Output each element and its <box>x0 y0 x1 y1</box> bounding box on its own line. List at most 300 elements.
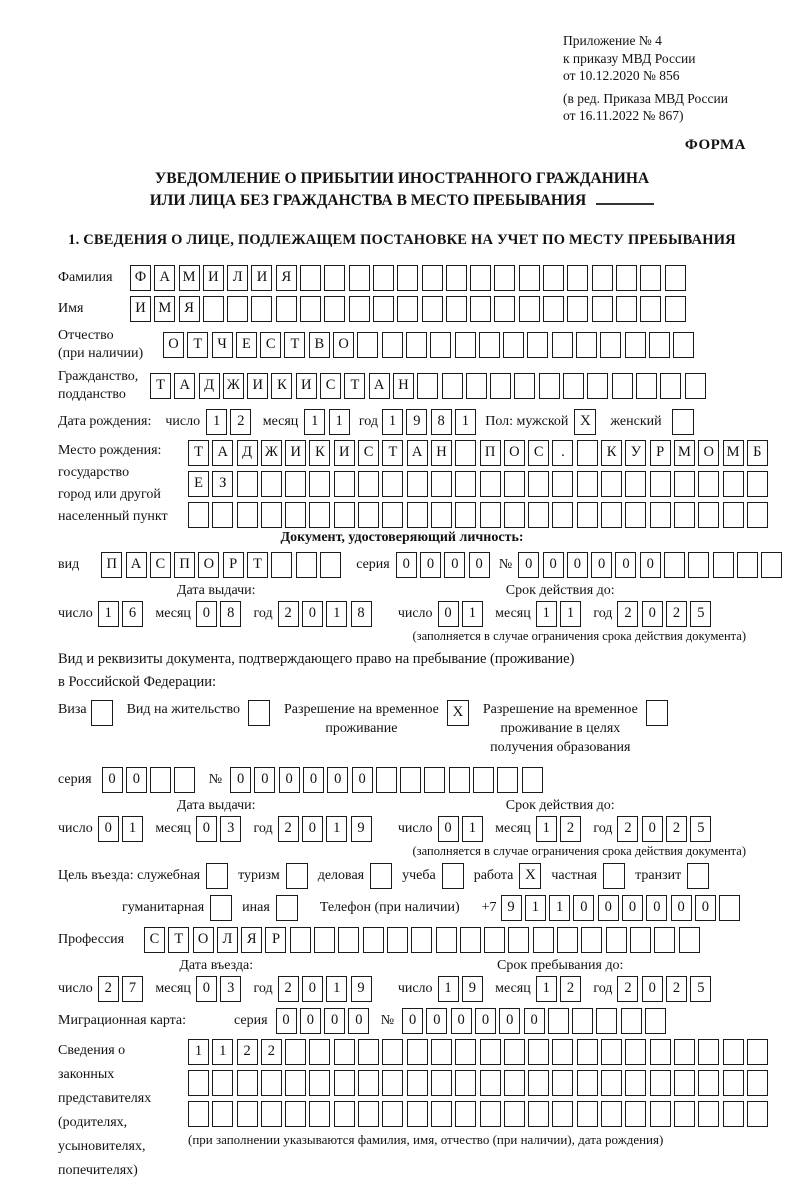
char-box[interactable]: 5 <box>690 976 711 1002</box>
char-box[interactable]: 1 <box>462 601 483 627</box>
char-box[interactable] <box>577 440 598 466</box>
char-box[interactable]: Д <box>237 440 258 466</box>
char-box[interactable] <box>577 471 598 497</box>
char-box[interactable] <box>431 1039 452 1065</box>
char-box[interactable]: И <box>130 296 151 322</box>
char-box[interactable] <box>188 502 209 528</box>
char-box[interactable]: 8 <box>351 601 372 627</box>
char-box[interactable] <box>674 1070 695 1096</box>
char-box[interactable]: 2 <box>560 976 581 1002</box>
char-box[interactable]: 1 <box>329 409 350 435</box>
char-box[interactable] <box>650 1039 671 1065</box>
char-box[interactable] <box>237 502 258 528</box>
char-box[interactable]: 0 <box>573 895 594 921</box>
char-box[interactable] <box>685 373 706 399</box>
char-box[interactable] <box>533 927 554 953</box>
char-box[interactable] <box>455 1039 476 1065</box>
char-box[interactable]: О <box>193 927 214 953</box>
char-box[interactable] <box>431 471 452 497</box>
birthplace-row3-input[interactable] <box>188 502 771 528</box>
char-box[interactable] <box>411 927 432 953</box>
char-box[interactable]: 0 <box>642 976 663 1002</box>
char-box[interactable] <box>357 332 378 358</box>
permit-issue-day-input[interactable] <box>98 816 147 842</box>
char-box[interactable] <box>601 1101 622 1127</box>
char-box[interactable]: 3 <box>220 976 241 1002</box>
char-box[interactable]: 0 <box>640 552 661 578</box>
char-box[interactable] <box>251 296 272 322</box>
char-box[interactable] <box>504 1101 525 1127</box>
char-box[interactable]: 2 <box>617 976 638 1002</box>
char-box[interactable]: Е <box>236 332 257 358</box>
char-box[interactable] <box>528 1070 549 1096</box>
char-box[interactable] <box>665 265 686 291</box>
permit-expiry-year-input[interactable] <box>617 816 714 842</box>
char-box[interactable]: 1 <box>525 895 546 921</box>
char-box[interactable] <box>276 296 297 322</box>
char-box[interactable] <box>455 1101 476 1127</box>
char-box[interactable] <box>528 1101 549 1127</box>
char-box[interactable] <box>664 552 685 578</box>
char-box[interactable] <box>601 502 622 528</box>
char-box[interactable] <box>552 1039 573 1065</box>
sex-male-checkbox[interactable]: X <box>574 409 596 435</box>
char-box[interactable]: 9 <box>406 409 427 435</box>
char-box[interactable] <box>407 1101 428 1127</box>
char-box[interactable]: 9 <box>351 976 372 1002</box>
char-box[interactable]: 2 <box>278 816 299 842</box>
char-box[interactable]: 0 <box>276 1008 297 1034</box>
char-box[interactable]: Ж <box>261 440 282 466</box>
char-box[interactable] <box>358 502 379 528</box>
char-box[interactable]: 0 <box>126 767 147 793</box>
char-box[interactable] <box>636 373 657 399</box>
char-box[interactable]: О <box>198 552 219 578</box>
char-box[interactable]: 2 <box>261 1039 282 1065</box>
char-box[interactable] <box>674 471 695 497</box>
char-box[interactable]: 0 <box>348 1008 369 1034</box>
char-box[interactable] <box>747 1101 768 1127</box>
char-box[interactable] <box>212 502 233 528</box>
char-box[interactable]: Т <box>150 373 171 399</box>
char-box[interactable] <box>373 296 394 322</box>
visa-checkbox[interactable] <box>91 700 113 726</box>
char-box[interactable]: 2 <box>98 976 119 1002</box>
char-box[interactable] <box>407 1039 428 1065</box>
char-box[interactable] <box>723 1070 744 1096</box>
char-box[interactable] <box>625 332 646 358</box>
char-box[interactable]: Т <box>284 332 305 358</box>
char-box[interactable]: 0 <box>451 1008 472 1034</box>
char-box[interactable]: 9 <box>501 895 522 921</box>
char-box[interactable]: 1 <box>560 601 581 627</box>
char-box[interactable] <box>358 1070 379 1096</box>
char-box[interactable]: 0 <box>196 816 217 842</box>
char-box[interactable]: Ж <box>223 373 244 399</box>
permit-expiry-month-input[interactable] <box>536 816 585 842</box>
representatives-row3-input[interactable] <box>188 1101 771 1127</box>
char-box[interactable]: 2 <box>237 1039 258 1065</box>
char-box[interactable]: 3 <box>220 816 241 842</box>
char-box[interactable] <box>572 1008 593 1034</box>
char-box[interactable]: 1 <box>382 409 403 435</box>
char-box[interactable] <box>630 927 651 953</box>
char-box[interactable] <box>698 1101 719 1127</box>
migration-number-input[interactable] <box>402 1008 669 1034</box>
residence-permit-checkbox[interactable] <box>248 700 270 726</box>
char-box[interactable] <box>552 471 573 497</box>
char-box[interactable] <box>698 502 719 528</box>
char-box[interactable] <box>309 1039 330 1065</box>
char-box[interactable]: 0 <box>543 552 564 578</box>
name-input[interactable] <box>130 296 689 322</box>
char-box[interactable]: Т <box>187 332 208 358</box>
char-box[interactable]: 0 <box>438 601 459 627</box>
char-box[interactable] <box>373 265 394 291</box>
char-box[interactable]: И <box>247 373 268 399</box>
char-box[interactable] <box>747 1070 768 1096</box>
char-box[interactable]: 0 <box>303 767 324 793</box>
phone-input[interactable] <box>501 895 744 921</box>
char-box[interactable] <box>723 471 744 497</box>
char-box[interactable]: И <box>285 440 306 466</box>
surname-input[interactable] <box>130 265 689 291</box>
char-box[interactable] <box>484 927 505 953</box>
char-box[interactable] <box>723 1101 744 1127</box>
birthplace-row1-input[interactable] <box>188 440 771 466</box>
char-box[interactable] <box>480 502 501 528</box>
doc-expiry-year-input[interactable] <box>617 601 714 627</box>
char-box[interactable]: Т <box>168 927 189 953</box>
char-box[interactable] <box>650 502 671 528</box>
char-box[interactable] <box>519 265 540 291</box>
char-box[interactable] <box>455 440 476 466</box>
char-box[interactable] <box>422 265 443 291</box>
char-box[interactable] <box>581 927 602 953</box>
char-box[interactable] <box>508 927 529 953</box>
char-box[interactable]: О <box>698 440 719 466</box>
char-box[interactable] <box>334 471 355 497</box>
char-box[interactable]: 8 <box>431 409 452 435</box>
char-box[interactable] <box>503 332 524 358</box>
char-box[interactable] <box>543 296 564 322</box>
char-box[interactable] <box>567 296 588 322</box>
char-box[interactable]: Д <box>199 373 220 399</box>
char-box[interactable] <box>285 1101 306 1127</box>
char-box[interactable] <box>285 1070 306 1096</box>
char-box[interactable] <box>237 1101 258 1127</box>
char-box[interactable]: З <box>212 471 233 497</box>
char-box[interactable] <box>470 296 491 322</box>
char-box[interactable]: С <box>358 440 379 466</box>
char-box[interactable]: 2 <box>617 601 638 627</box>
char-box[interactable]: 0 <box>302 816 323 842</box>
char-box[interactable] <box>455 332 476 358</box>
char-box[interactable] <box>592 296 613 322</box>
char-box[interactable]: А <box>126 552 147 578</box>
char-box[interactable] <box>358 1039 379 1065</box>
purpose-work-checkbox[interactable]: X <box>519 863 541 889</box>
char-box[interactable]: 0 <box>254 767 275 793</box>
char-box[interactable] <box>552 1070 573 1096</box>
char-box[interactable] <box>387 927 408 953</box>
char-box[interactable]: А <box>369 373 390 399</box>
temp-permit-checkbox[interactable]: X <box>447 700 469 726</box>
purpose-humanitarian-checkbox[interactable] <box>210 895 232 921</box>
purpose-private-checkbox[interactable] <box>603 863 625 889</box>
char-box[interactable]: И <box>203 265 224 291</box>
profession-input[interactable] <box>144 927 703 953</box>
char-box[interactable] <box>528 502 549 528</box>
char-box[interactable] <box>285 1039 306 1065</box>
char-box[interactable]: 0 <box>475 1008 496 1034</box>
char-box[interactable] <box>660 373 681 399</box>
char-box[interactable]: 1 <box>438 976 459 1002</box>
char-box[interactable] <box>309 471 330 497</box>
char-box[interactable] <box>612 373 633 399</box>
char-box[interactable]: 0 <box>102 767 123 793</box>
char-box[interactable] <box>497 767 518 793</box>
char-box[interactable]: 1 <box>326 816 347 842</box>
char-box[interactable] <box>174 767 195 793</box>
char-box[interactable]: 5 <box>690 601 711 627</box>
char-box[interactable]: 0 <box>324 1008 345 1034</box>
char-box[interactable] <box>761 552 782 578</box>
char-box[interactable] <box>650 1070 671 1096</box>
char-box[interactable] <box>285 471 306 497</box>
char-box[interactable]: О <box>333 332 354 358</box>
char-box[interactable]: П <box>480 440 501 466</box>
char-box[interactable]: Б <box>747 440 768 466</box>
char-box[interactable] <box>309 502 330 528</box>
char-box[interactable] <box>698 1070 719 1096</box>
entry-year-input[interactable] <box>278 976 375 1002</box>
char-box[interactable]: 1 <box>122 816 143 842</box>
char-box[interactable]: О <box>163 332 184 358</box>
char-box[interactable] <box>188 1101 209 1127</box>
char-box[interactable]: 0 <box>98 816 119 842</box>
char-box[interactable]: 1 <box>549 895 570 921</box>
char-box[interactable] <box>543 265 564 291</box>
char-box[interactable]: 0 <box>695 895 716 921</box>
char-box[interactable]: А <box>212 440 233 466</box>
char-box[interactable]: 0 <box>499 1008 520 1034</box>
char-box[interactable]: 0 <box>622 895 643 921</box>
char-box[interactable] <box>747 502 768 528</box>
char-box[interactable]: 9 <box>351 816 372 842</box>
char-box[interactable] <box>665 296 686 322</box>
char-box[interactable] <box>407 502 428 528</box>
char-box[interactable]: Е <box>188 471 209 497</box>
char-box[interactable] <box>567 265 588 291</box>
stay-month-input[interactable] <box>536 976 585 1002</box>
char-box[interactable] <box>470 265 491 291</box>
stay-day-input[interactable] <box>438 976 487 1002</box>
char-box[interactable]: 0 <box>444 552 465 578</box>
char-box[interactable] <box>455 471 476 497</box>
char-box[interactable] <box>338 927 359 953</box>
char-box[interactable] <box>587 373 608 399</box>
char-box[interactable] <box>261 471 282 497</box>
birth-day-input[interactable] <box>206 409 255 435</box>
char-box[interactable] <box>480 1070 501 1096</box>
char-box[interactable] <box>601 1070 622 1096</box>
char-box[interactable] <box>309 1070 330 1096</box>
char-box[interactable] <box>528 1039 549 1065</box>
char-box[interactable] <box>479 332 500 358</box>
char-box[interactable]: 0 <box>615 552 636 578</box>
char-box[interactable]: С <box>260 332 281 358</box>
representatives-row1-input[interactable] <box>188 1039 771 1065</box>
char-box[interactable] <box>376 767 397 793</box>
char-box[interactable] <box>625 1039 646 1065</box>
char-box[interactable] <box>212 1070 233 1096</box>
char-box[interactable] <box>548 1008 569 1034</box>
representatives-row2-input[interactable] <box>188 1070 771 1096</box>
char-box[interactable] <box>698 471 719 497</box>
char-box[interactable] <box>446 296 467 322</box>
char-box[interactable] <box>314 927 335 953</box>
char-box[interactable] <box>528 471 549 497</box>
char-box[interactable] <box>674 1039 695 1065</box>
char-box[interactable] <box>363 927 384 953</box>
char-box[interactable] <box>552 502 573 528</box>
char-box[interactable]: 0 <box>396 552 417 578</box>
char-box[interactable]: 0 <box>279 767 300 793</box>
char-box[interactable] <box>449 767 470 793</box>
char-box[interactable]: М <box>179 265 200 291</box>
char-box[interactable] <box>674 1101 695 1127</box>
char-box[interactable]: М <box>154 296 175 322</box>
char-box[interactable] <box>504 471 525 497</box>
char-box[interactable]: А <box>407 440 428 466</box>
char-box[interactable] <box>650 471 671 497</box>
purpose-study-checkbox[interactable] <box>442 863 464 889</box>
char-box[interactable]: Я <box>241 927 262 953</box>
char-box[interactable] <box>334 1101 355 1127</box>
char-box[interactable] <box>358 471 379 497</box>
char-box[interactable] <box>150 767 171 793</box>
char-box[interactable] <box>625 1101 646 1127</box>
purpose-tourism-checkbox[interactable] <box>286 863 308 889</box>
char-box[interactable] <box>616 296 637 322</box>
char-box[interactable] <box>397 265 418 291</box>
char-box[interactable]: А <box>174 373 195 399</box>
char-box[interactable]: 8 <box>220 601 241 627</box>
char-box[interactable]: Т <box>247 552 268 578</box>
char-box[interactable] <box>504 1070 525 1096</box>
char-box[interactable] <box>719 895 740 921</box>
char-box[interactable] <box>442 373 463 399</box>
char-box[interactable]: А <box>154 265 175 291</box>
char-box[interactable]: Ч <box>212 332 233 358</box>
char-box[interactable]: И <box>251 265 272 291</box>
char-box[interactable]: 6 <box>122 601 143 627</box>
char-box[interactable] <box>713 552 734 578</box>
char-box[interactable]: 1 <box>455 409 476 435</box>
purpose-other-checkbox[interactable] <box>276 895 298 921</box>
char-box[interactable]: К <box>309 440 330 466</box>
char-box[interactable] <box>300 296 321 322</box>
char-box[interactable] <box>527 332 548 358</box>
sex-female-checkbox[interactable] <box>672 409 694 435</box>
temp-permit-edu-checkbox[interactable] <box>646 700 668 726</box>
char-box[interactable]: 1 <box>326 976 347 1002</box>
char-box[interactable] <box>407 471 428 497</box>
char-box[interactable] <box>606 927 627 953</box>
char-box[interactable]: 0 <box>420 552 441 578</box>
char-box[interactable] <box>698 1039 719 1065</box>
char-box[interactable] <box>494 296 515 322</box>
char-box[interactable]: К <box>271 373 292 399</box>
char-box[interactable] <box>737 552 758 578</box>
char-box[interactable]: 0 <box>469 552 490 578</box>
char-box[interactable] <box>407 1070 428 1096</box>
purpose-transit-checkbox[interactable] <box>687 863 709 889</box>
char-box[interactable] <box>747 1039 768 1065</box>
char-box[interactable]: М <box>674 440 695 466</box>
char-box[interactable]: Н <box>431 440 452 466</box>
char-box[interactable] <box>400 767 421 793</box>
char-box[interactable]: Л <box>217 927 238 953</box>
char-box[interactable]: Р <box>650 440 671 466</box>
char-box[interactable]: 0 <box>646 895 667 921</box>
permit-issue-year-input[interactable] <box>278 816 375 842</box>
char-box[interactable]: 0 <box>426 1008 447 1034</box>
char-box[interactable]: 9 <box>462 976 483 1002</box>
char-box[interactable] <box>674 502 695 528</box>
char-box[interactable] <box>596 1008 617 1034</box>
char-box[interactable]: 2 <box>666 816 687 842</box>
char-box[interactable] <box>480 471 501 497</box>
char-box[interactable] <box>382 502 403 528</box>
char-box[interactable] <box>290 927 311 953</box>
char-box[interactable]: 1 <box>536 976 557 1002</box>
char-box[interactable] <box>430 332 451 358</box>
char-box[interactable] <box>446 265 467 291</box>
char-box[interactable]: 0 <box>598 895 619 921</box>
doc-number-input[interactable] <box>518 552 785 578</box>
char-box[interactable]: С <box>150 552 171 578</box>
char-box[interactable] <box>406 332 427 358</box>
char-box[interactable] <box>334 502 355 528</box>
char-box[interactable]: 0 <box>302 976 323 1002</box>
char-box[interactable] <box>358 1101 379 1127</box>
char-box[interactable]: 0 <box>352 767 373 793</box>
char-box[interactable]: 0 <box>196 601 217 627</box>
doc-expiry-month-input[interactable] <box>536 601 585 627</box>
char-box[interactable] <box>285 502 306 528</box>
char-box[interactable]: С <box>144 927 165 953</box>
char-box[interactable]: 1 <box>462 816 483 842</box>
char-box[interactable] <box>296 552 317 578</box>
char-box[interactable] <box>203 296 224 322</box>
char-box[interactable] <box>600 332 621 358</box>
char-box[interactable]: 0 <box>518 552 539 578</box>
char-box[interactable] <box>640 265 661 291</box>
char-box[interactable] <box>514 373 535 399</box>
char-box[interactable]: 1 <box>326 601 347 627</box>
char-box[interactable] <box>592 265 613 291</box>
citizenship-input[interactable] <box>150 373 709 399</box>
char-box[interactable] <box>300 265 321 291</box>
char-box[interactable] <box>625 471 646 497</box>
char-box[interactable] <box>237 471 258 497</box>
char-box[interactable] <box>577 1039 598 1065</box>
char-box[interactable]: 0 <box>642 816 663 842</box>
char-box[interactable] <box>577 1101 598 1127</box>
doc-expiry-day-input[interactable] <box>438 601 487 627</box>
